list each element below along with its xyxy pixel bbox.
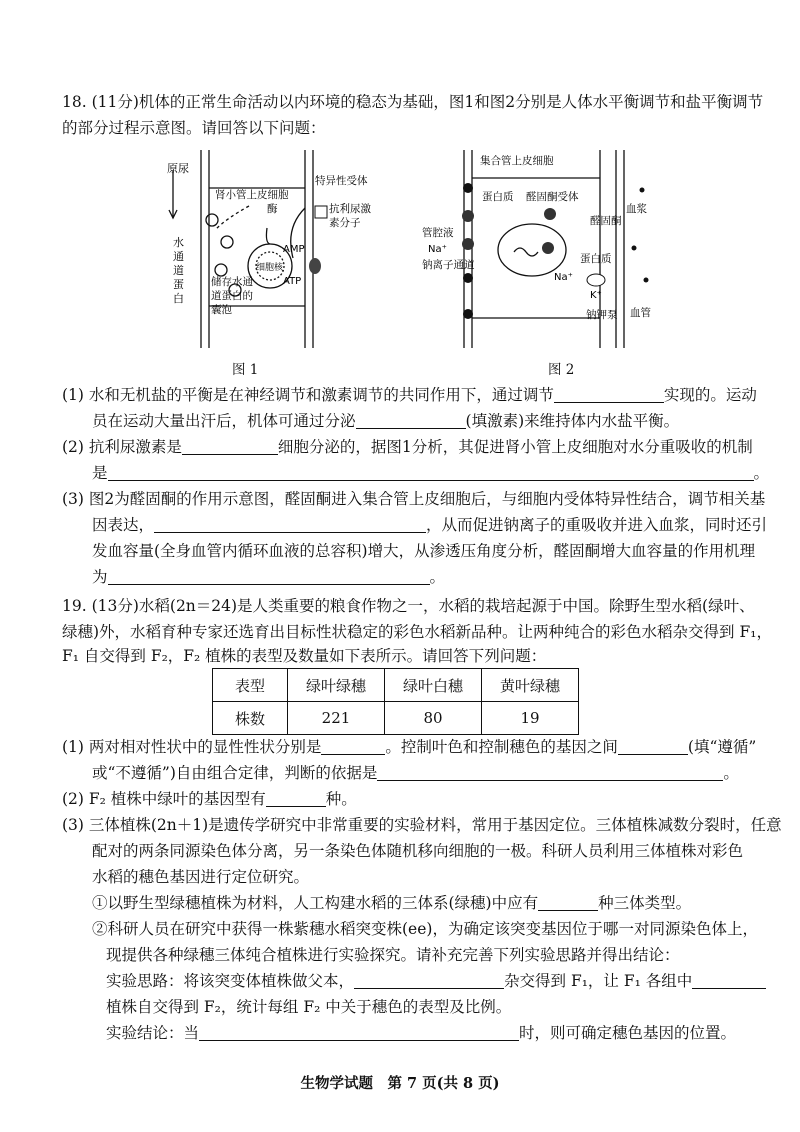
figure-2-caption: 图 2 [548,362,575,378]
q18-part2-line2: 是 。 [92,464,770,482]
fig2-label-protein2: 蛋白质 [580,253,612,265]
q19-stem-line2: 绿穗)外，水稻育种专家还选育出目标性状稳定的彩色水稻新品种。让两种纯合的彩色水稻杂交得到 F₁， [62,623,772,641]
fig1-label-channel3: 道 [173,264,184,277]
answer-blank[interactable] [182,438,278,455]
table-row [213,702,579,735]
q19-sub2-line2: 现提供各种绿穗三体纯合植株进行实验探究。请补充完善下列实验思路并得出结论： [106,946,680,964]
fig1-label-receptor: 特异性受体 [315,175,368,187]
table-cell: 80 [385,702,482,735]
q18-part3-line1: (3) 图2为醛固酮的作用示意图，醛固酮进入集合管上皮细胞后，与细胞内受体特异性结合，调节相关基 [62,490,766,508]
table-cell: 221 [288,702,385,735]
q19-part1-line2: 或“不遵循”)自由组合定律，判断的依据是 。 [92,764,739,782]
fig1-label-nucleus: 细胞核 [256,263,284,273]
table-header-cell: 绿叶白穗 [385,669,482,702]
answer-blank[interactable] [554,386,664,403]
q19-part3-line3: 水稻的穗色基因进行定位研究。 [92,868,310,886]
figure-2 [420,148,660,358]
q18-stem-line2: 的部分过程示意图。请回答以下问题： [62,119,326,137]
q19-sub1-line: ①以野生型绿穗植株为材料，人工构建水稻的三体系(绿穗)中应有 种三体类型。 [92,894,692,912]
fig1-label-cell: 肾小管上皮细胞 [215,189,289,201]
answer-blank[interactable] [692,972,766,989]
answer-blank[interactable] [108,464,754,481]
q19-part3-line1: (3) 三体植株(2n＋1)是遗传学研究中非常重要的实验材料，常用于基因定位。三体植株减数分裂时，任意 [62,816,782,834]
fig2-label-aldo: 醛固酮 [590,215,622,227]
answer-blank[interactable] [356,412,466,429]
fig2-label-k: K⁺ [590,290,602,301]
fig1-label-channel4: 蛋 [173,278,184,291]
q18-stem-line1: 18. (11分)机体的正常生命活动以内环境的稳态为基础，图1和图2分别是人体水平衡调节和盐平衡调节 [62,93,764,111]
q18-part3-line3: 发血容量(全身血管内循环血液的总容积)增大，从渗透压角度分析，醛固酮增大血容量的作用机理 [92,542,756,560]
q19-stem-line3: F₁ 自交得到 F₂，F₂ 植株的表型及数量如下表所示。请回答下列问题： [62,647,547,665]
q18-part1-line2: 员在运动大量出汗后，机体可通过分泌 (填激素)来维持体内水盐平衡。 [92,412,680,430]
answer-blank[interactable] [154,516,426,533]
q19-sub2-line5: 实验结论：当 时，则可确定穗色基因的位置。 [106,1024,737,1042]
q18-part3-line2: 因表达， ，从而促进钠离子的重吸收并进入血浆，同时还引 [92,516,768,534]
fig2-label-plasma: 血浆 [626,203,647,215]
answer-blank[interactable] [618,738,688,755]
table-cell: 株数 [213,702,288,735]
answer-blank[interactable] [199,1024,519,1041]
table-header-cell: 绿叶绿穗 [288,669,385,702]
fig1-label-amp: AMP [283,244,305,255]
q19-sub2-line4: 植株自交得到 F₂，统计每组 F₂ 中关于穗色的表型及比例。 [106,998,512,1016]
answer-blank[interactable] [321,738,385,755]
fig1-label-adh1: 抗利尿激 [329,203,371,215]
page-footer: 生物学试题 第 7 页(共 8 页) [300,1075,500,1092]
fig2-label-pump: 钠钾泵 [586,309,618,321]
fig2-label-vessel: 血管 [630,307,651,319]
phenotype-table [212,668,579,735]
figure-1 [165,148,371,358]
q19-part2-line: (2) F₂ 植株中绿叶的基因型有 种。 [62,790,357,808]
q19-part1-line1: (1) 两对相对性状中的显性性状分别是 。控制叶色和控制穗色的基因之间 (填“遵循” [62,738,757,756]
fig2-label-protein1: 蛋白质 [482,191,514,203]
fig2-label-nachannel: 钠离子通道 [422,259,475,271]
answer-blank[interactable] [538,894,598,911]
answer-blank[interactable] [377,764,723,781]
fig2-label-na1: Na⁺ [428,244,447,255]
fig1-label-mei: 酶 [267,203,278,215]
table-header-row [213,669,579,702]
q18-part3-line4: 为 。 [92,568,446,586]
q18-part2-line1: (2) 抗利尿激素是 细胞分泌的，据图1分析，其促进肾小管上皮细胞对水分重吸收的机制 [62,438,753,456]
q19-stem-line1: 19. (13分)水稻(2n＝24)是人类重要的粮食作物之一，水稻的栽培起源于中国。除野生型水稻(绿叶、 [62,597,755,615]
table-header-cell: 黄叶绿穗 [482,669,579,702]
fig1-label-channel2: 通 [173,250,184,263]
table-cell: 19 [482,702,579,735]
q19-part3-line2: 配对的两条同源染色体分离，另一条染色体随机移向细胞的一极。科研人员利用三体植株对彩色 [92,842,744,860]
fig1-label-yuanniao: 原尿 [167,162,189,175]
fig1-label-vesicle3: 囊泡 [211,304,232,316]
answer-blank[interactable] [108,568,430,585]
answer-blank[interactable] [354,972,504,989]
answer-blank[interactable] [266,790,326,807]
q19-sub2-line1: ②科研人员在研究中获得一株紫穗水稻突变株(ee)，为确定该突变基因位于哪一对同源染色体上， [92,920,758,938]
fig2-label-cell: 集合管上皮细胞 [480,155,554,167]
figure-1-caption: 图 1 [232,362,259,378]
fig1-label-vesicle2: 道蛋白的 [211,290,253,302]
fig1-label-channel1: 水 [173,236,184,249]
fig1-label-vesicle1: 储存水通 [211,276,253,288]
fig2-label-lumen: 管腔液 [422,227,454,239]
table-header-cell: 表型 [213,669,288,702]
fig2-label-na2: Na⁺ [554,272,573,283]
q19-sub2-line3: 实验思路：将该突变体植株做父本， 杂交得到 F₁，让 F₁ 各组中 [106,971,766,991]
fig1-label-adh2: 素分子 [329,217,361,229]
fig2-label-receptor: 醛固酮受体 [526,191,579,203]
q18-part1-line1: (1) 水和无机盐的平衡是在神经调节和激素调节的共同作用下，通过调节 实现的。运动 [62,386,757,404]
fig1-label-atp: ATP [283,276,302,287]
fig1-label-channel5: 白 [173,292,184,305]
